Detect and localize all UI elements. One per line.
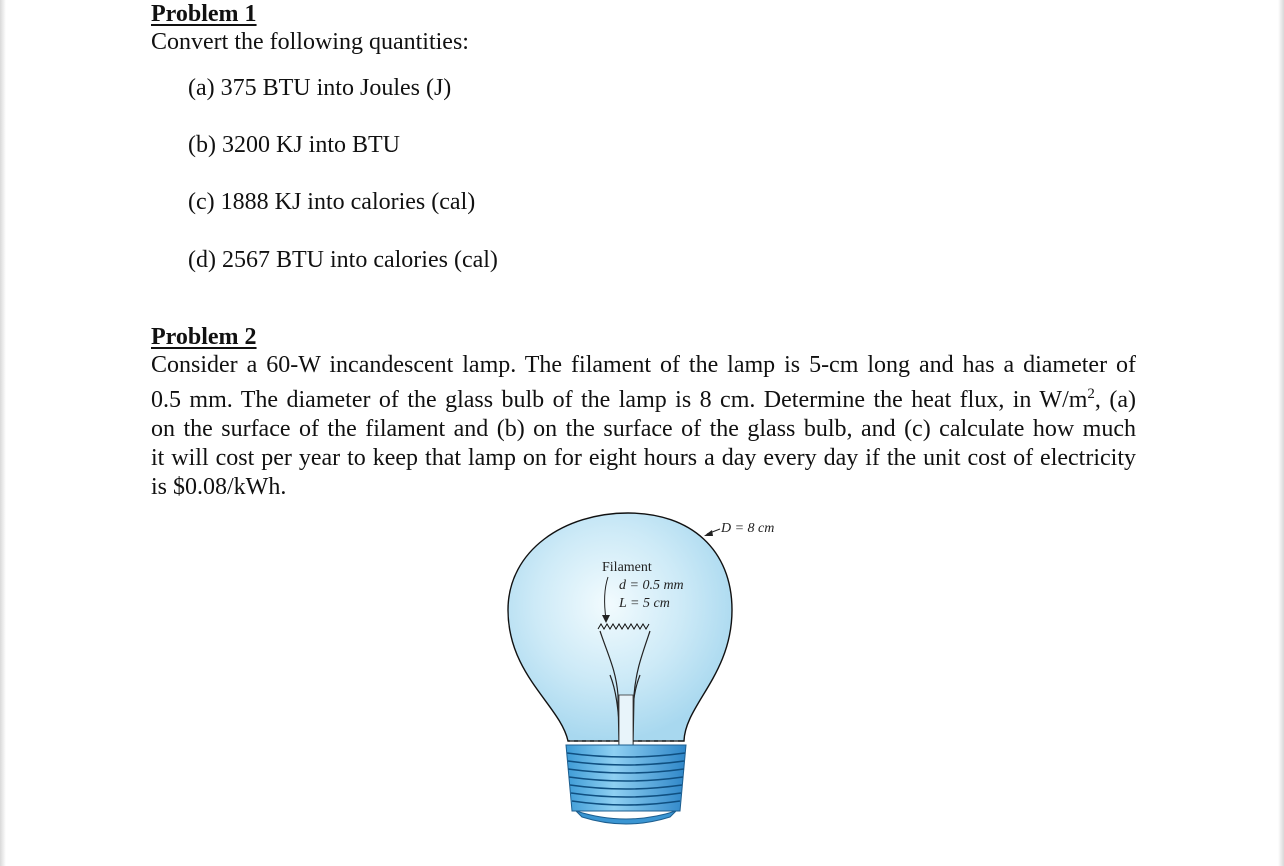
screw-base <box>566 745 686 824</box>
problem1-item-d: (d) 2567 BTU into calories (cal) <box>188 247 498 273</box>
page-left-edge <box>0 0 6 866</box>
problem2-line-1: Consider a 60-W incandescent lamp. The filament of the lamp is 5-cm long and has a diameter of <box>151 352 1136 378</box>
problem1-item-b: (b) 3200 KJ into BTU <box>188 132 400 158</box>
filament-length-label: L = 5 cm <box>619 596 670 611</box>
problem2-paragraph <box>151 351 1136 502</box>
problem2-line-4: it will cost per year to keep that lamp on for eight hours a day every day if the unit cost of electricity <box>151 445 1136 471</box>
problem2-heading: Problem 2 <box>151 324 257 350</box>
problem2-line-3: on the surface of the filament and (b) on the surface of the glass bulb, and (c) calculate how much <box>151 416 1136 442</box>
filament-title-label: Filament <box>602 560 652 575</box>
superscript-2: 2 <box>1087 386 1095 402</box>
incandescent-lamp-figure <box>500 505 800 835</box>
problem1-item-c: (c) 1888 KJ into calories (cal) <box>188 189 476 215</box>
problem2-line-5: is $0.08/kWh. <box>151 474 287 500</box>
page-right-edge <box>1278 0 1284 866</box>
problem2-line-2 <box>151 380 1136 415</box>
bulb-diameter-label: D = 8 cm <box>721 521 775 536</box>
problem2-line-2-tail: , (a) <box>1094 387 1136 413</box>
problem1-intro: Convert the following quantities: <box>151 29 469 55</box>
problem1-item-a: (a) 375 BTU into Joules (J) <box>188 75 452 101</box>
filament-diameter-label: d = 0.5 mm <box>619 578 684 593</box>
diameter-arrow-icon <box>704 530 713 536</box>
problem1-heading: Problem 1 <box>151 1 257 27</box>
glass-stem <box>619 695 633 745</box>
problem2-line-2-text: 0.5 mm. The diameter of the glass bulb of the lamp is 8 cm. Determine the heat flux, in W/m <box>151 387 1088 413</box>
